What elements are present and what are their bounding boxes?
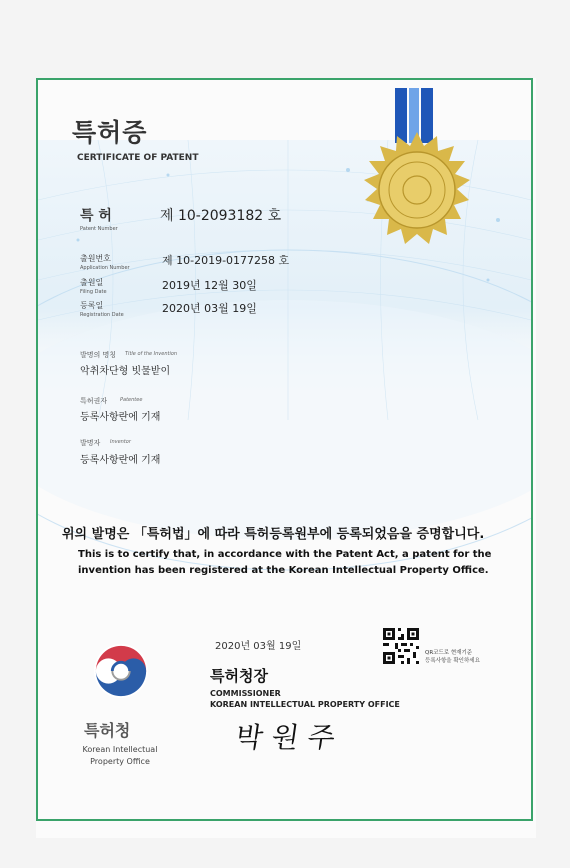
application-label-en: Application Number <box>80 265 130 271</box>
certificate-title: 특허증 <box>72 118 148 147</box>
commissioner-line-2: KOREAN INTELLECTUAL PROPERTY OFFICE <box>210 700 400 709</box>
certification-statement-en: This is to certify that, in accordance with the Patent Act, a patent for the invention has been registered at the Korean Intellectual Property Office. <box>78 549 492 576</box>
filing-date-label: 출원일 <box>80 278 104 287</box>
kipo-name-en: Korean Intellectual Property Office <box>82 745 158 766</box>
certification-statement-ko: 위의 발명은 「특허법」에 따라 특허등록원부에 등록되었음을 증명합니다. <box>62 527 485 542</box>
qr-instruction-line-1: QR코드로 현재기준 <box>425 650 473 656</box>
patentee-label-en: Patentee <box>120 397 143 403</box>
kipo-name-ko: 특허청 <box>84 721 131 740</box>
patent-label: 특 허 <box>80 208 112 224</box>
qr-code-icon <box>383 628 419 664</box>
inventor-label-en: Inventor <box>110 439 131 445</box>
issue-date: 2020년 03월 19일 <box>215 641 302 652</box>
invention-title: 악취차단형 빗물받이 <box>80 366 171 377</box>
kipo-taegeuk-logo-icon <box>92 642 150 700</box>
registration-date-label-en: Registration Date <box>80 312 124 318</box>
filing-date-label-en: Filing Date <box>80 289 107 295</box>
commissioner-title: 특허청장 <box>210 667 268 685</box>
patentee-label: 특허권자 <box>80 397 108 405</box>
patent-number: 제 10-2093182 호 <box>160 208 282 224</box>
qr-instruction <box>425 649 480 665</box>
application-label: 출원번호 <box>80 254 111 263</box>
registration-date: 2020년 03월 19일 <box>162 302 257 315</box>
inventor-label: 발명자 <box>80 439 101 447</box>
commissioner-title-en <box>210 688 400 710</box>
registration-date-label: 등록일 <box>80 301 104 310</box>
patentee-value: 등록사항란에 기재 <box>80 412 161 423</box>
commissioner-signature: 박 원 주 <box>233 721 338 754</box>
certificate-title-en: CERTIFICATE OF PATENT <box>77 153 199 163</box>
filing-date: 2019년 12월 30일 <box>162 279 257 292</box>
qr-instruction-line-2: 등록사항을 확인하세요 <box>425 658 480 664</box>
patent-label-en: Patent Number <box>80 226 118 232</box>
invention-title-label: 발명의 명칭 <box>80 351 117 359</box>
application-number: 제 10-2019-0177258 호 <box>162 254 290 267</box>
invention-title-label-en: Title of the Invention <box>125 351 178 357</box>
inventor-value: 등록사항란에 기재 <box>80 455 161 466</box>
commissioner-line-1: COMMISSIONER <box>210 689 281 698</box>
